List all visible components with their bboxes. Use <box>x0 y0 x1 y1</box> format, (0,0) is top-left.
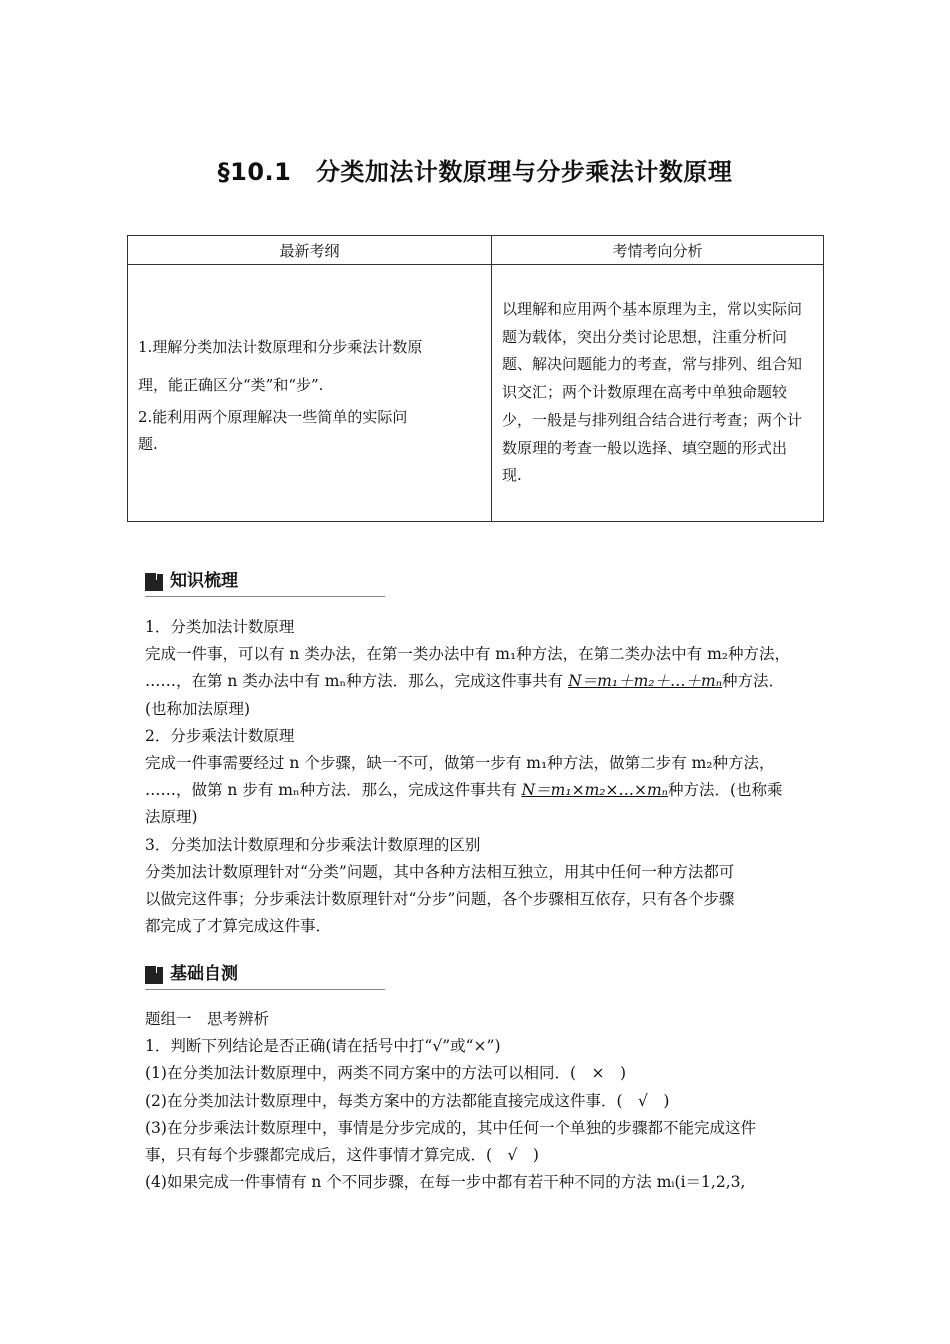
selftest-body <box>145 1006 815 1196</box>
exam-outline-cell <box>128 265 492 522</box>
outline-line: 1.理解分类加法计数原理和分步乘法计数原 <box>138 338 423 356</box>
multiplication-formula: N＝m₁×m₂×…×mₙ <box>521 781 668 800</box>
text-span: ……，在第 n 类办法中有 mₙ种方法．那么，完成这件事共有 <box>145 672 569 691</box>
analysis-line: 题为载体，突出分类讨论思想，注重分析问 <box>502 327 788 346</box>
statement-3-cont: 事，只有每个步骤都完成后，这件事情才算完成．( √ ) <box>145 1146 539 1165</box>
text-span: 种方法． <box>721 672 784 691</box>
paragraph-line: 都完成了才算完成这件事． <box>145 917 332 936</box>
selftest-heading-label: 基础自测 <box>170 964 238 984</box>
analysis-line: 数原理的考查一般以选择、填空题的形式出 <box>502 438 788 457</box>
statement-1: (1)在分类加法计数原理中，两类不同方案中的方法可以相同．( × ) <box>145 1064 627 1083</box>
analysis-line: 少，一般是与排列组合结合进行考查；两个计 <box>502 410 803 429</box>
analysis-line: 识交汇；两个计数原理在高考中单独命题较 <box>502 383 788 402</box>
selftest-heading <box>145 961 385 990</box>
analysis-line: 题、解决问题能力的考查，常与排列、组合知 <box>502 355 803 374</box>
statement-3: (3)在分步乘法计数原理中，事情是分步完成的，其中任何一个单独的步骤都不能完成这件 <box>145 1118 756 1137</box>
question-stem: 1．判断下列结论是否正确(请在括号中打“√”或“×”) <box>145 1037 501 1056</box>
section-marker-icon <box>145 573 163 591</box>
outline-line: 题. <box>138 435 158 453</box>
paragraph-line: 分类加法计数原理针对“分类”问题，其中各种方法相互独立，用其中任何一种方法都可 <box>145 862 735 881</box>
knowledge-heading <box>145 568 385 597</box>
statement-4: (4)如果完成一件事情有 n 个不同步骤，在每一步中都有若干种不同的方法 mᵢ(i＝1,2,3, <box>145 1173 746 1192</box>
knowledge-body <box>145 614 815 940</box>
outline-line: 理，能正确区分“类”和“步”. <box>138 376 324 394</box>
paragraph-line: (也称加法原理) <box>145 699 251 718</box>
question-group: 题组一 思考辨析 <box>145 1010 270 1028</box>
outline-line: 2.能利用两个原理解决一些简单的实际问 <box>138 408 408 426</box>
paragraph-line: 完成一件事，可以有 n 类办法，在第一类办法中有 m₁种方法，在第二类办法中有 m₂种方法， <box>145 645 791 664</box>
text-span: 种方法．(也称乘 <box>667 781 783 800</box>
knowledge-heading-label: 知识梳理 <box>170 571 238 591</box>
paragraph-line: 法原理) <box>145 808 198 827</box>
header-exam-analysis: 考情考向分析 <box>492 236 824 265</box>
paragraph-line <box>145 777 815 804</box>
text-span: ……，做第 n 步有 mₙ种方法．那么，完成这件事共有 <box>145 781 522 800</box>
page-title: §10.1 分类加法计数原理与分步乘法计数原理 <box>217 158 733 186</box>
header-exam-outline: 最新考纲 <box>128 236 492 265</box>
overview-table <box>127 235 824 522</box>
exam-analysis-cell <box>492 265 824 522</box>
item-title: 2．分步乘法计数原理 <box>145 726 295 745</box>
paragraph-line <box>145 668 815 695</box>
paragraph-line: 以做完这件事；分步乘法计数原理针对“分步”问题，各个步骤相互依存，只有各个步骤 <box>145 890 735 909</box>
item-title: 3．分类加法计数原理和分步乘法计数原理的区别 <box>145 835 481 854</box>
paragraph-line: 完成一件事需要经过 n 个步骤，缺一不可，做第一步有 m₁种方法，做第二步有 m₂种方法， <box>145 754 775 773</box>
statement-2: (2)在分类加法计数原理中，每类方案中的方法都能直接完成这件事．( √ ) <box>145 1091 670 1110</box>
section-marker-icon <box>145 966 163 984</box>
addition-formula: N＝m₁＋m₂＋…＋mₙ <box>568 672 722 691</box>
analysis-line: 以理解和应用两个基本原理为主，常以实际问 <box>502 299 803 318</box>
item-title: 1．分类加法计数原理 <box>145 618 295 636</box>
analysis-line: 现. <box>502 466 522 485</box>
